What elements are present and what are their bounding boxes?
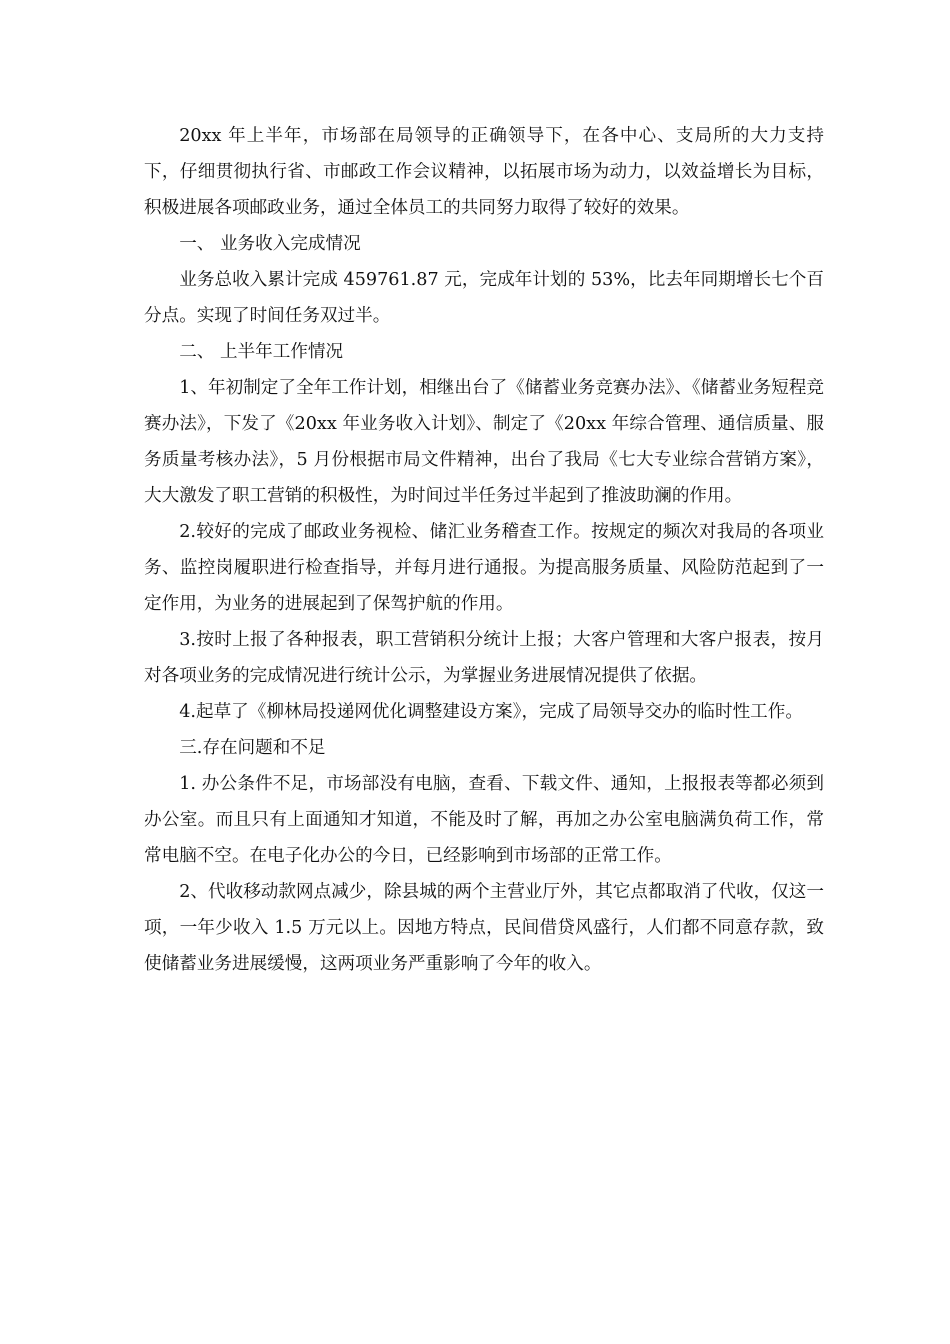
problem-item-2: 2、代收移动款网点减少，除县城的两个主营业厅外，其它点都取消了代收，仅这一项，一年少收入 1.5 万元以上。因地方特点，民间借贷风盛行，人们都不同意存款，致使储蓄业务进展缓慢，这两项业务严重影响了今年的收入。 (144, 882, 824, 974)
section-heading-work: 二、 上半年工作情况 (179, 342, 344, 362)
work-item-2: 2.较好的完成了邮政业务视检、储汇业务稽查工作。按规定的频次对我局的各项业务、监控岗履职进行检查指导，并每月进行通报。为提高服务质量、风险防范起到了一定作用，为业务的进展起到了保驾护航的作用。 (144, 522, 824, 614)
section-heading-revenue: 一、 业务收入完成情况 (179, 234, 361, 254)
intro-paragraph: 20xx 年上半年，市场部在局领导的正确领导下，在各中心、支局所的大力支持下，仔细贯彻执行省、市邮政工作会议精神，以拓展市场为动力，以效益增长为目标，积极进展各项邮政业务，通过全体员工的共同努力取得了较好的效果。 (144, 126, 824, 218)
work-item-4: 4.起草了《柳林局投递网优化调整建设方案》，完成了局领导交办的临时性工作。 (179, 702, 803, 722)
problem-item-1: 1. 办公条件不足，市场部没有电脑，查看、下载文件、通知，上报报表等都必须到办公室。而且只有上面通知才知道，不能及时了解，再加之办公室电脑满负荷工作，常常电脑不空。在电子化办公的今日，已经影响到市场部的正常工作。 (144, 774, 824, 866)
work-item-3: 3.按时上报了各种报表，职工营销积分统计上报；大客户管理和大客户报表，按月对各项业务的完成情况进行统计公示，为掌握业务进展情况提供了依据。 (144, 630, 824, 686)
revenue-paragraph: 业务总收入累计完成 459761.87 元，完成年计划的 53%，比去年同期增长七个百分点。实现了时间任务双过半。 (144, 270, 824, 326)
section-heading-problems: 三.存在问题和不足 (179, 738, 326, 758)
work-item-1: 1、年初制定了全年工作计划，相继出台了《储蓄业务竞赛办法》、《储蓄业务短程竞赛办法》，下发了《20xx 年业务收入计划》、制定了《20xx 年综合管理、通信质量、服务质量考核办法》，5 月份根据市局文件精神，出台了我局《七大专业综合营销方案》，大大激发了职工营销的积极性，为时间过半任务过半起到了推波助澜的作用。 (144, 378, 824, 506)
